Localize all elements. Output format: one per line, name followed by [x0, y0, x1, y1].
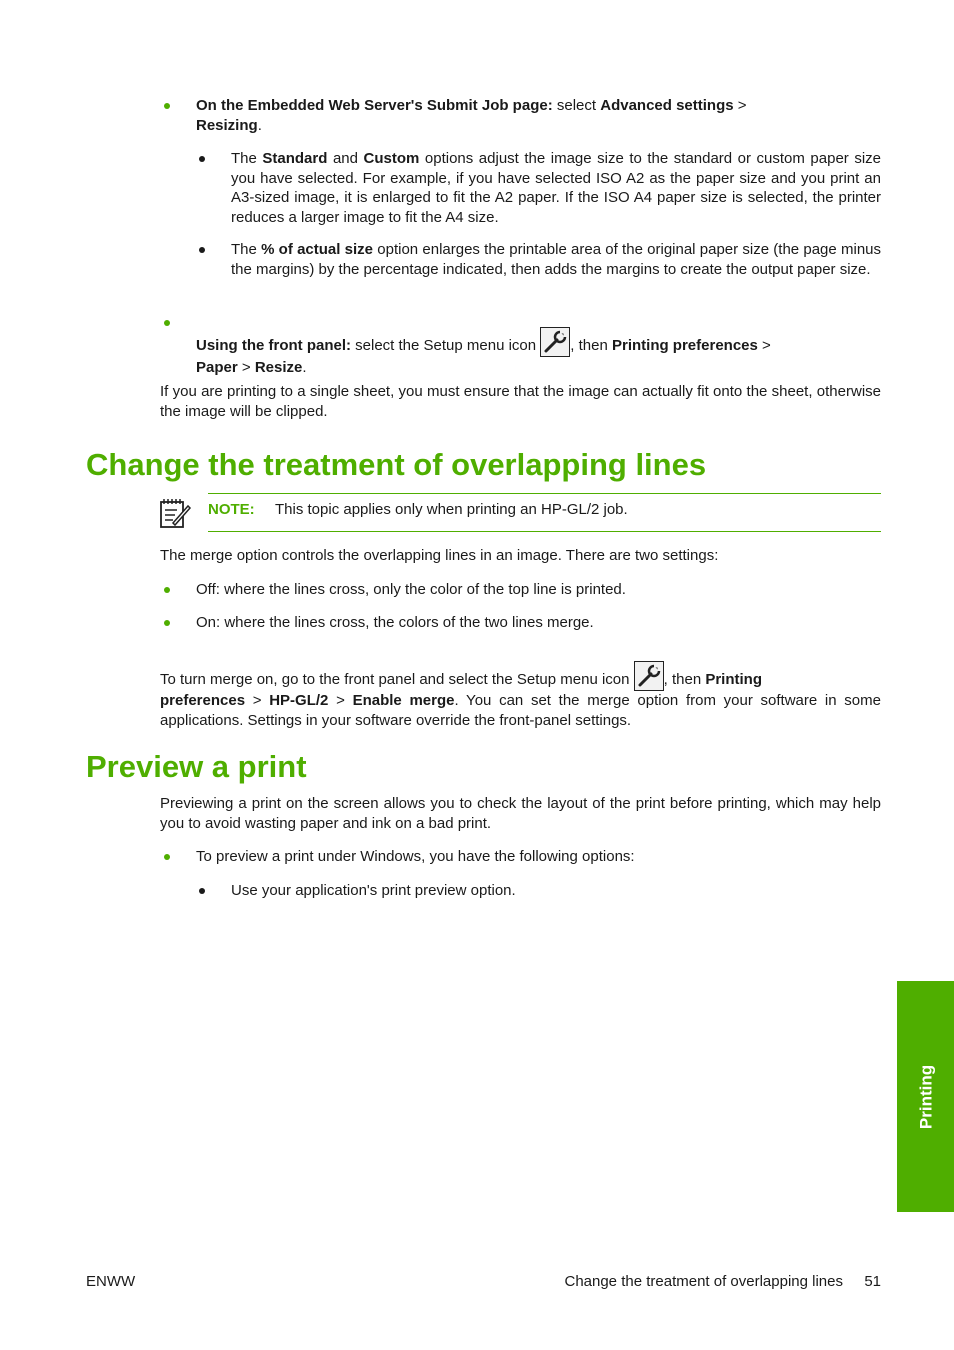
actual-size-text: The % of actual size option enlarges the printable area of the original paper size (the page minus the margins) by the percentage indicated, then adds the margins to create the output paper size. [231, 241, 882, 278]
chapter-side-tab-label: Printing [915, 1064, 935, 1129]
footer-section-title: Change the treatment of overlapping lines [564, 1273, 843, 1290]
bullet-windows [164, 854, 170, 860]
bullet-actual-size [199, 247, 205, 253]
heading-overlapping-lines: Change the treatment of overlapping lines [86, 447, 707, 482]
bullet-front-panel [164, 320, 170, 326]
footer-page-number: 51 [864, 1273, 881, 1290]
bullet-standard [199, 156, 205, 162]
note-text: This topic applies only when printing an HP-GL/2 job. [275, 501, 628, 518]
single-sheet-paragraph: If you are printing to a single sheet, you must ensure that the image can actually fit onto the sheet, otherwise the image will be clipped. [160, 383, 881, 420]
wrench-icon [634, 661, 664, 691]
note-bottom-rule [208, 531, 881, 532]
footer-left: ENWW [86, 1273, 136, 1290]
standard-custom-text: The Standard and Custom options adjust the image size to the standard or custom paper size you have selected. For example, if you have selected ISO A2 as the paper size and you print an A3-sized image, it is enlarged to fit the A2 paper. If the ISO A4 paper size is selected, the printer reduces a larger image to fit the A4 size. [231, 150, 882, 226]
wrench-icon [540, 327, 570, 357]
preview-option-1: Use your application's print preview option. [231, 882, 516, 899]
preview-windows-item: To preview a print under Windows, you have the following options: [196, 848, 635, 865]
chapter-side-tab [897, 981, 954, 1212]
merge-off-item: Off: where the lines cross, only the color of the top line is printed. [196, 581, 626, 598]
bullet-off [164, 587, 170, 593]
merge-on-item: On: where the lines cross, the colors of the two lines merge. [196, 614, 594, 631]
merge-intro: The merge option controls the overlapping lines in an image. There are two settings: [160, 547, 719, 564]
ews-instruction: On the Embedded Web Server's Submit Job page: select Advanced settings > Resizing. [196, 97, 747, 134]
note-top-rule [208, 493, 881, 494]
bullet-ews [164, 103, 170, 109]
front-panel-instruction: Using the front panel: select the Setup menu icon , then Printing preferences > Paper > Resize. [196, 327, 881, 378]
note-pad-icon [158, 496, 192, 530]
bullet-option1 [199, 888, 205, 894]
bullet-on [164, 620, 170, 626]
turn-merge-paragraph: To turn merge on, go to the front panel and select the Setup menu icon , then Printing preferences > HP-GL/2 > Enable merge. You can set the merge option from your software in some applications. Settings in your software override the front-panel settings. [160, 661, 881, 731]
note-label: NOTE: [208, 501, 255, 518]
heading-preview-print: Preview a print [86, 749, 307, 784]
preview-intro: Previewing a print on the screen allows you to check the layout of the print before printing, which may help you to avoid wasting paper and ink on a bad print. [160, 795, 881, 832]
